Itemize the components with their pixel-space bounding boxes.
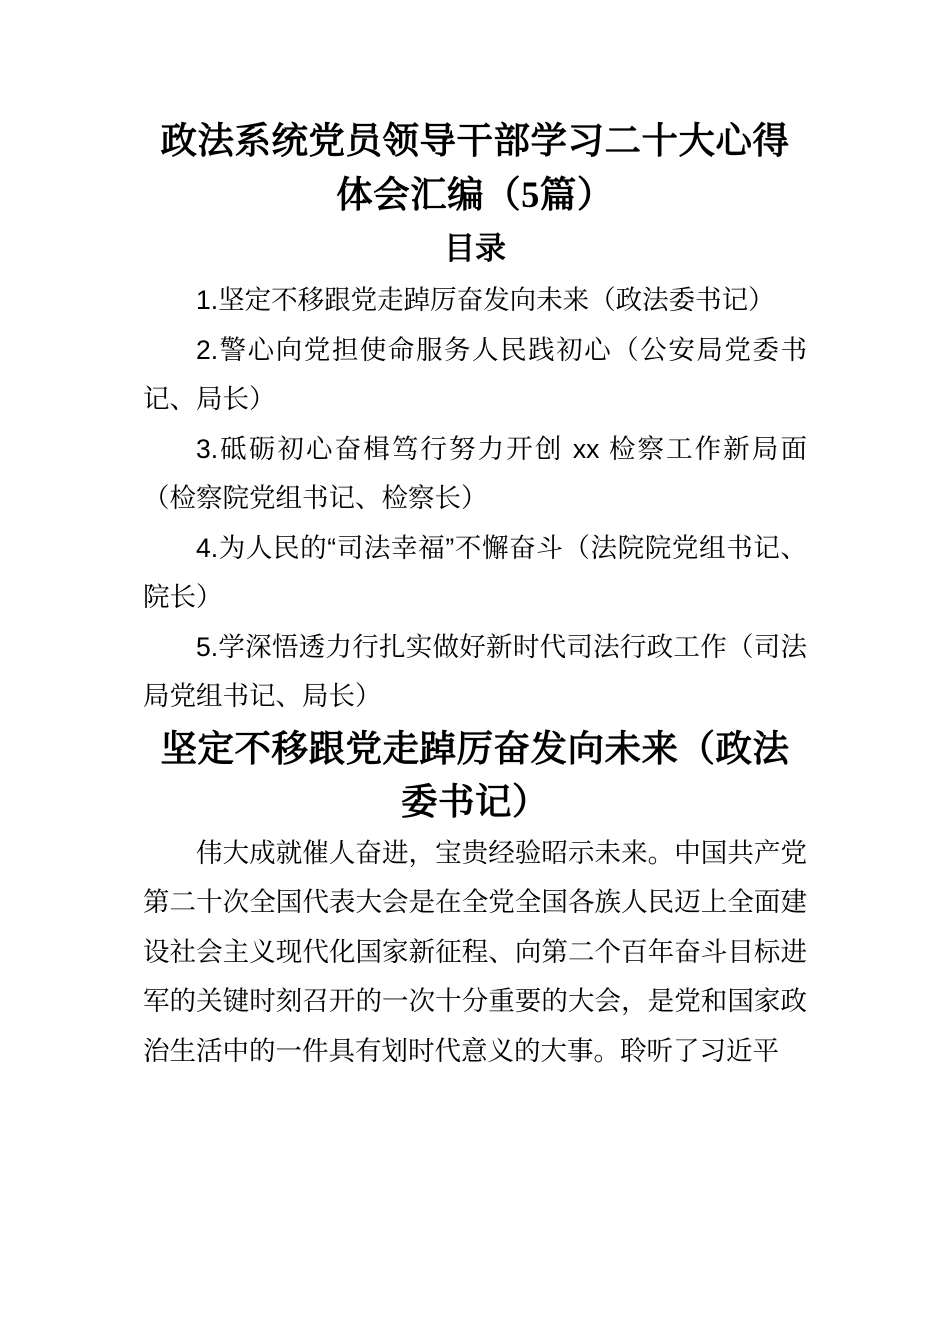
toc-list <box>143 276 807 722</box>
document-content <box>143 0 807 1076</box>
toc-heading: 目录 <box>444 231 506 266</box>
toc-item-3: 3.砥砺初心奋楫笃行努力开创 xx 检察工作新局面（检察院党组书记、检察长） <box>143 433 807 513</box>
toc-item-2: 2.警心向党担使命服务人民践初心（公安局党委书记、局长） <box>143 334 807 414</box>
section-heading: 坚定不移跟党走踔厉奋发向未来（政法委书记） <box>160 727 790 822</box>
body-paragraph: 伟大成就催人奋进，宝贵经验昭示未来。中国共产党第二十次全国代表大会是在全党全国各族人民迈上全面建设社会主义现代化国家新征程、向第二个百年奋斗目标进军的关键时刻召开的一次十分重要的大会，是党和国家政治生活中的一件具有划时代意义的大事。聆听了习近平 <box>143 837 807 1066</box>
document-title: 政法系统党员领导干部学习二十大心得体会汇编（5篇） <box>160 120 790 215</box>
toc-item-1: 1.坚定不移跟党走踔厉奋发向未来（政法委书记） <box>196 285 775 315</box>
toc-item-5: 5.学深悟透力行扎实做好新时代司法行政工作（司法局党组书记、局长） <box>143 631 807 711</box>
toc-item-4: 4.为人民的“司法幸福”不懈奋斗（法院院党组书记、院长） <box>143 532 807 612</box>
